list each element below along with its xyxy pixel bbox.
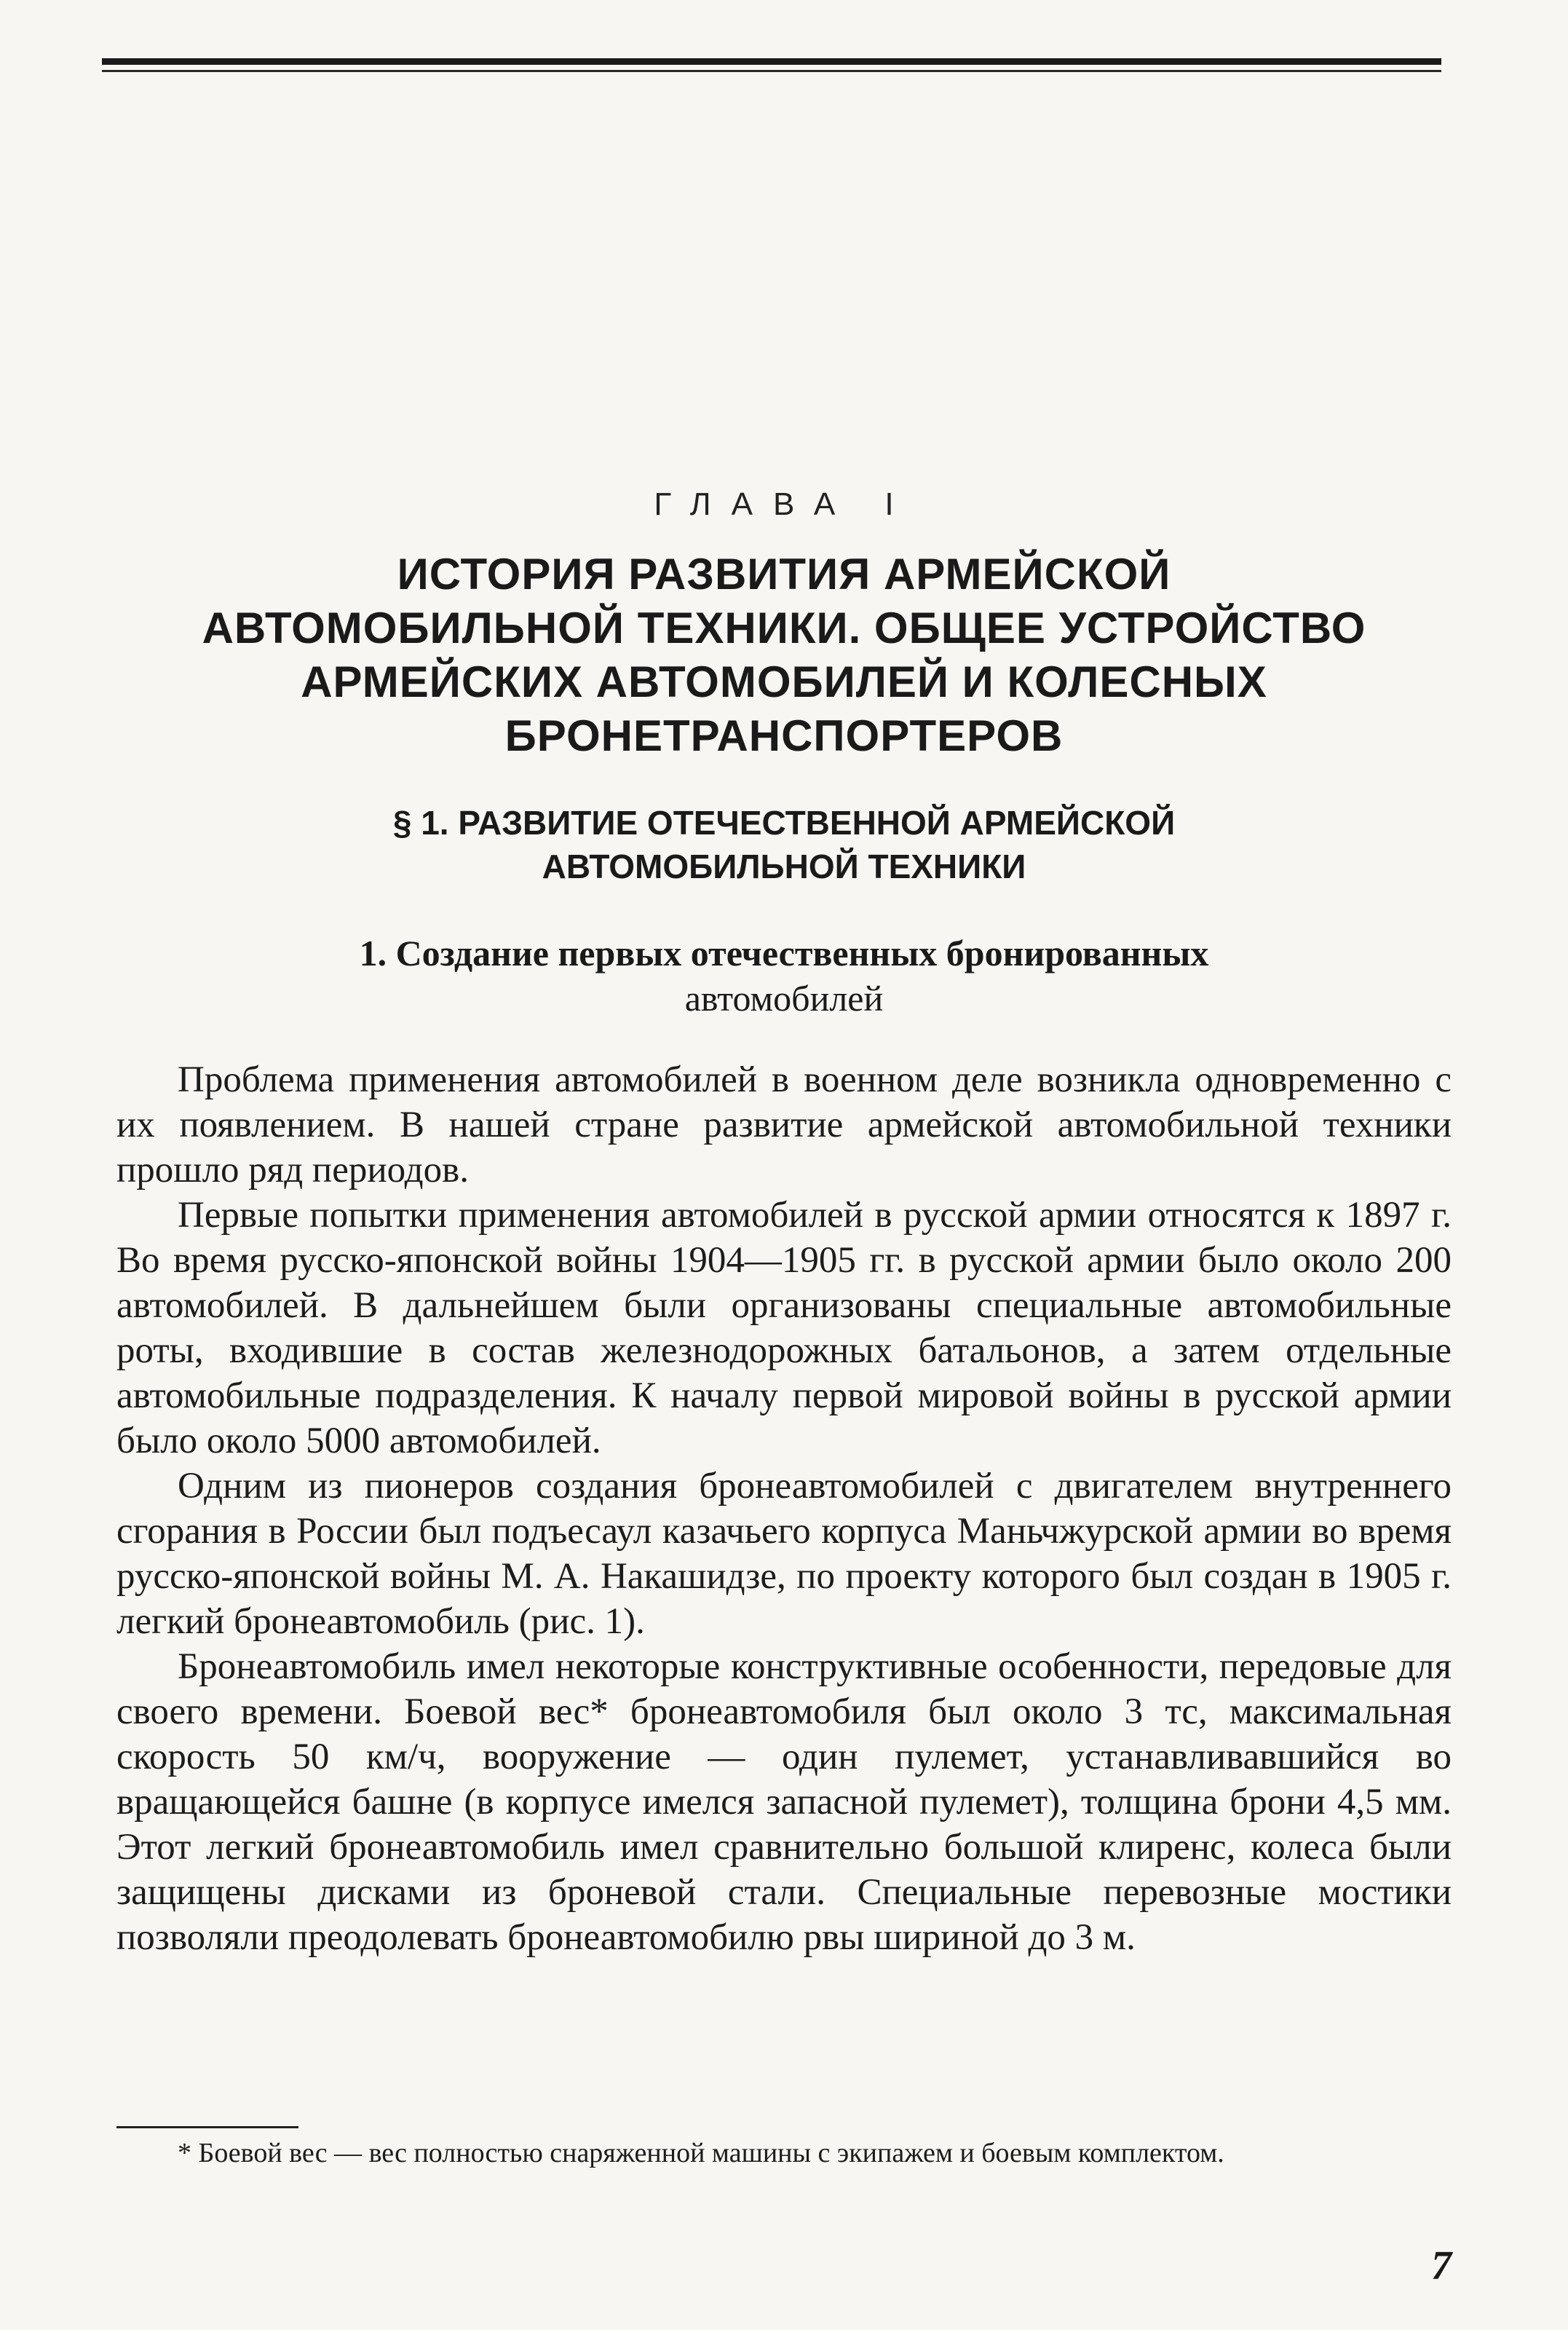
- chapter-title: [116, 548, 1452, 763]
- body-text: [116, 1057, 1452, 1960]
- subsection-title-line: 1. Создание первых отечественных бронированных: [359, 933, 1209, 974]
- chapter-title-line: БРОНЕТРАНСПОРТЕРОВ: [504, 711, 1064, 760]
- paragraph: Первые попытки применения автомобилей в русской армии относятся к 1897 г. Во время русско-японской войны 1904—1905 гг. в русской армии было около 200 автомобилей. В дальнейшем были организованы специальные автомобильные роты, входившие в состав железнодорожных батальонов, а затем отдельные автомобильные подразделения. К началу первой мировой войны в русской армии было около 5000 автомобилей.: [116, 1195, 1452, 1461]
- footnote-rule: [116, 2126, 298, 2128]
- section-title: [116, 801, 1452, 888]
- chapter-label: ГЛАВА I: [654, 486, 914, 522]
- chapter-title-line: АРМЕЙСКИХ АВТОМОБИЛЕЙ И КОЛЕСНЫХ: [301, 657, 1267, 706]
- section-title-line: § 1. РАЗВИТИЕ ОТЕЧЕСТВЕННОЙ АРМЕЙСКОЙ: [392, 804, 1176, 842]
- top-rule-thin: [102, 70, 1441, 72]
- page-number: 7: [1431, 2243, 1452, 2288]
- paragraph: Одним из пионеров создания бронеавтомобилей с двигателем внутреннего сгорания в России был подъесаул казачьего корпуса Маньчжурской армии во время русско-японской войны М. А. Накашидзе, по проекту которого был создан в 1905 г. легкий бронеавтомобиль (рис. 1).: [116, 1466, 1452, 1642]
- paragraph: Проблема применения автомобилей в военном деле возникла одновременно с их появлением. В нашей стране развитие армейской автомобильной техники прошло ряд периодов.: [116, 1059, 1452, 1190]
- chapter-title-line: ИСТОРИЯ РАЗВИТИЯ АРМЕЙСКОЙ: [397, 550, 1171, 599]
- section-title-line: АВТОМОБИЛЬНОЙ ТЕХНИКИ: [542, 848, 1026, 885]
- subsection-title-line: автомобилей: [684, 978, 884, 1019]
- chapter-title-line: АВТОМОБИЛЬНОЙ ТЕХНИКИ. ОБЩЕЕ УСТРОЙСТВО: [202, 604, 1366, 652]
- footnote: * Боевой вес — вес полностью снаряженной машины с экипажем и боевым комплектом.: [178, 2138, 1224, 2168]
- top-rule: [102, 58, 1441, 65]
- subsection-title: [116, 931, 1452, 1021]
- paragraph: Бронеавтомобиль имел некоторые конструктивные особенности, передовые для своего времени. Боевой вес* бронеавтомобиля был около 3 тс, максимальная скорость 50 км/ч, вооружение — один пулемет, устанавливавшийся во вращающейся башне (в корпусе имелся запасной пулемет), толщина брони 4,5 мм. Этот легкий бронеавтомобиль имел сравнительно большой клиренс, колеса были защищены дисками из броневой стали. Специальные перевозные мостики позволяли преодолевать бронеавтомобилю рвы шириной до 3 м.: [116, 1646, 1452, 1958]
